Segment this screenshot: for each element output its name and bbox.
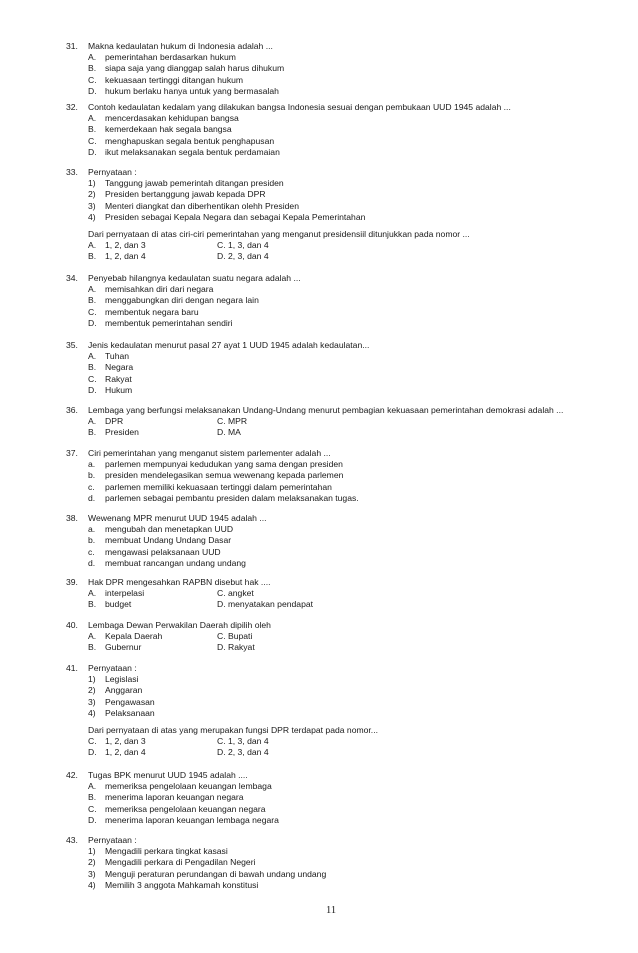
option-row: [0, 470, 638, 481]
option-row: [0, 385, 638, 396]
option-row: [0, 124, 638, 135]
option-label: B.: [88, 642, 97, 653]
statement-label: 4): [88, 879, 96, 890]
option-label: B.: [88, 599, 97, 610]
question-43: [0, 835, 638, 891]
option-text: presiden mendelegasikan semua wewenang kepada parlemen: [105, 470, 344, 481]
option-row: [0, 535, 638, 546]
statement-label: 4): [88, 211, 96, 222]
statement-text: Tanggung jawab pemerintah ditangan presiden: [105, 178, 284, 189]
statement-row: [0, 685, 638, 696]
question-stem-line: [0, 663, 638, 674]
option-label: B.: [88, 124, 97, 135]
statement-label: 1): [88, 674, 96, 685]
option-label: B.: [88, 295, 97, 306]
option-row: [0, 493, 638, 504]
option-label: C.: [88, 373, 97, 384]
statement-text: Pengawasan: [105, 696, 155, 707]
option-row: [0, 136, 638, 147]
question-33: [0, 167, 638, 263]
statement-text: Menteri diangkat dan diberhentikan olehh Presiden: [105, 200, 299, 211]
question-stem-line: [0, 405, 638, 416]
option-label: c.: [88, 546, 95, 557]
question-stem-line: [0, 770, 638, 781]
option-text-right: D. menyatakan pendapat: [217, 599, 314, 610]
option-row: [0, 781, 638, 792]
statement-row: [0, 869, 638, 880]
question-number: 33.: [66, 167, 78, 177]
option-text: budget: [105, 599, 132, 610]
option-row: [0, 804, 638, 815]
option-text: kekuasaan tertinggi ditangan hukum: [105, 74, 244, 85]
question-stem-line: [0, 448, 638, 459]
question-31: [0, 41, 638, 97]
question-stem-line: [0, 167, 638, 178]
question-number: 31.: [66, 41, 78, 51]
question-stem: Pernyataan :: [88, 663, 137, 673]
option-label: d.: [88, 557, 96, 568]
question-number: 42.: [66, 770, 78, 780]
option-text: DPR: [105, 416, 124, 427]
question-stem: Lembaga yang berfungsi melaksanakan Undang-Undang menurut pembagian kekuasaan pemerintahan demokrasi adalah ...: [88, 405, 564, 415]
option-text: memeriksa pengelolaan keuangan negara: [105, 803, 266, 814]
page-number: 11: [326, 905, 337, 916]
statement-row: [0, 201, 638, 212]
question-stem: Hak DPR mengesahkan RAPBN disebut hak ....: [88, 577, 271, 587]
option-row: [0, 588, 638, 599]
option-label: C.: [88, 803, 97, 814]
question-stem-line: [0, 41, 638, 52]
followup-line: [0, 725, 638, 736]
statement-row: [0, 189, 638, 200]
option-label: A.: [88, 113, 97, 124]
statement-text: Legislasi: [105, 674, 139, 685]
question-number: 38.: [66, 513, 78, 523]
option-row: [0, 351, 638, 362]
option-label: b.: [88, 535, 96, 546]
statement-row: [0, 178, 638, 189]
statement-text: Menguji peraturan perundangan di bawah undang undang: [105, 868, 327, 879]
question-42: [0, 770, 638, 826]
statement-label: 3): [88, 868, 96, 879]
option-row: [0, 240, 638, 251]
option-text: membuat Undang Undang Dasar: [105, 535, 232, 546]
question-stem: Pernyataan :: [88, 835, 137, 845]
option-label: A.: [88, 416, 97, 427]
question-stem-line: [0, 835, 638, 846]
question-35: [0, 340, 638, 396]
option-text: menerima laporan keuangan lembaga negara: [105, 814, 279, 825]
option-text-right: C. angket: [217, 588, 254, 599]
option-label: D.: [88, 317, 97, 328]
option-text-right: D. 2, 3, dan 4: [217, 251, 269, 262]
option-row: [0, 416, 638, 427]
question-number: 35.: [66, 340, 78, 350]
question-stem: Jenis kedaulatan menurut pasal 27 ayat 1 UUD 1945 adalah kedaulatan...: [88, 340, 370, 350]
statement-text: Pelaksanaan: [105, 707, 155, 718]
option-text: membuat rancangan undang undang: [105, 557, 246, 568]
question-stem-line: [0, 620, 638, 631]
question-stem: Pernyataan :: [88, 167, 137, 177]
option-row: [0, 362, 638, 373]
option-text: memisahkan diri dari negara: [105, 284, 214, 295]
option-row: [0, 318, 638, 329]
option-text: interpelasi: [105, 588, 145, 599]
option-row: [0, 482, 638, 493]
option-row: [0, 599, 638, 610]
option-row: [0, 284, 638, 295]
option-text-right: C. MPR: [217, 416, 248, 427]
option-label: D.: [88, 384, 97, 395]
question-stem: Tugas BPK menurut UUD 1945 adalah ....: [88, 770, 248, 780]
option-label: D.: [88, 146, 97, 157]
option-label: b.: [88, 470, 96, 481]
statement-label: 4): [88, 707, 96, 718]
statement-text: Memilih 3 anggota Mahkamah konstitusi: [105, 879, 259, 890]
question-stem-line: [0, 340, 638, 351]
statement-label: 3): [88, 200, 96, 211]
option-label: A.: [88, 588, 97, 599]
option-label: A.: [88, 240, 97, 251]
option-text: menggabungkan diri dengan negara lain: [105, 295, 259, 306]
statement-row: [0, 212, 638, 223]
option-label: D.: [88, 747, 97, 758]
question-number: 37.: [66, 448, 78, 458]
option-label: B.: [88, 251, 97, 262]
option-row: [0, 736, 638, 747]
option-row: [0, 75, 638, 86]
option-label: A.: [88, 52, 97, 63]
option-row: [0, 374, 638, 385]
option-text: membentuk negara baru: [105, 306, 199, 317]
option-row: [0, 86, 638, 97]
statement-row: [0, 708, 638, 719]
option-text: 1, 2, dan 3: [105, 240, 146, 251]
option-row: [0, 747, 638, 758]
statement-label: 1): [88, 846, 96, 857]
option-text: pemerintahan berdasarkan hukum: [105, 52, 236, 63]
option-row: [0, 251, 638, 262]
question-37: [0, 448, 638, 504]
statement-row: [0, 697, 638, 708]
question-38: [0, 513, 638, 569]
question-41: [0, 663, 638, 759]
option-label: D.: [88, 814, 97, 825]
option-text: menghapuskan segala bentuk penghapusan: [105, 135, 275, 146]
statement-text: Mengadili perkara di Pengadilan Negeri: [105, 857, 256, 868]
option-text-right: C. Bupati: [217, 631, 253, 642]
question-stem: Makna kedaulatan hukum di Indonesia adalah ...: [88, 41, 273, 51]
question-stem: Contoh kedaulatan kedalam yang dilakukan bangsa Indonesia sesuai dengan pembukaan UUD 1945 adalah ...: [88, 102, 511, 112]
option-text-right: D. Rakyat: [217, 642, 255, 653]
option-row: [0, 63, 638, 74]
statement-text: Presiden bertanggung jawab kepada DPR: [105, 189, 266, 200]
option-row: [0, 295, 638, 306]
option-text: mencerdasakan kehidupan bangsa: [105, 113, 239, 124]
question-number: 41.: [66, 663, 78, 673]
option-row: [0, 524, 638, 535]
option-label: D.: [88, 85, 97, 96]
option-text: mengawasi pelaksanaan UUD: [105, 546, 221, 557]
option-text: Gubernur: [105, 642, 142, 653]
followup-text: Dari pernyataan di atas yang merupakan fungsi DPR terdapat pada nomor...: [88, 724, 378, 735]
option-text: kemerdekaan hak segala bangsa: [105, 124, 232, 135]
option-row: [0, 113, 638, 124]
option-row: [0, 815, 638, 826]
question-number: 36.: [66, 405, 78, 415]
statement-row: [0, 880, 638, 891]
option-label: B.: [88, 792, 97, 803]
option-label: B.: [88, 63, 97, 74]
option-text: parlemen memiliki kekuasaan tertinggi dalam pemerintahan: [105, 481, 332, 492]
option-label: A.: [88, 631, 97, 642]
option-label: B.: [88, 362, 97, 373]
question-stem-line: [0, 577, 638, 588]
question-stem: Penyebab hilangnya kedaulatan suatu negara adalah ...: [88, 273, 301, 283]
option-text-right: C. 1, 3, dan 4: [217, 736, 269, 747]
option-text: 1, 2, dan 3: [105, 736, 146, 747]
question-34: [0, 273, 638, 329]
option-text: mengubah dan menetapkan UUD: [105, 524, 234, 535]
option-text: membentuk pemerintahan sendiri: [105, 317, 233, 328]
option-text: parlemen mempunyai kedudukan yang sama dengan presiden: [105, 459, 343, 470]
option-row: [0, 547, 638, 558]
option-row: [0, 52, 638, 63]
option-label: C.: [88, 306, 97, 317]
option-text: ikut melaksanakan segala bentuk perdamaian: [105, 146, 280, 157]
question-40: [0, 620, 638, 654]
option-label: a.: [88, 524, 96, 535]
option-row: [0, 427, 638, 438]
option-row: [0, 642, 638, 653]
question-stem: Wewenang MPR menurut UUD 1945 adalah ...: [88, 513, 267, 523]
statement-label: 3): [88, 696, 96, 707]
option-row: [0, 307, 638, 318]
statement-row: [0, 857, 638, 868]
option-label: C.: [88, 74, 97, 85]
option-text-right: D. 2, 3, dan 4: [217, 747, 269, 758]
question-stem-line: [0, 513, 638, 524]
option-text: Rakyat: [105, 373, 132, 384]
option-row: [0, 558, 638, 569]
option-text: Kepala Daerah: [105, 631, 163, 642]
option-label: B.: [88, 427, 97, 438]
option-label: d.: [88, 492, 96, 503]
option-text: hukum berlaku hanya untuk yang bermasalah: [105, 85, 279, 96]
question-32: [0, 102, 638, 158]
option-text-right: D. MA: [217, 427, 241, 438]
option-text: siapa saja yang dianggap salah harus dihukum: [105, 63, 285, 74]
statement-text: Presiden sebagai Kepala Negara dan sebagai Kepala Pemerintahan: [105, 211, 366, 222]
option-text: Hukum: [105, 384, 133, 395]
statement-label: 2): [88, 189, 96, 200]
option-row: [0, 631, 638, 642]
question-stem: Ciri pemerintahan yang menganut sistem parlementer adalah ...: [88, 448, 331, 458]
option-label: A.: [88, 351, 97, 362]
option-text: 1, 2, dan 4: [105, 747, 146, 758]
option-row: [0, 459, 638, 470]
option-label: a.: [88, 459, 96, 470]
statement-label: 1): [88, 178, 96, 189]
question-number: 43.: [66, 835, 78, 845]
followup-line: [0, 229, 638, 240]
option-text: Negara: [105, 362, 134, 373]
question-39: [0, 577, 638, 611]
statement-row: [0, 846, 638, 857]
statement-row: [0, 674, 638, 685]
option-text-right: C. 1, 3, dan 4: [217, 240, 269, 251]
question-stem-line: [0, 273, 638, 284]
option-text: memeriksa pengelolaan keuangan lembaga: [105, 781, 272, 792]
statement-label: 2): [88, 685, 96, 696]
question-stem: Lembaga Dewan Perwakilan Daerah dipilih oleh: [88, 620, 271, 630]
question-stem-line: [0, 102, 638, 113]
followup-text: Dari pernyataan di atas ciri-ciri pemerintahan yang menganut presidensiil ditunjukkan pada nomor ...: [88, 228, 470, 239]
option-text: 1, 2, dan 4: [105, 251, 146, 262]
question-number: 39.: [66, 577, 78, 587]
statement-text: Anggaran: [105, 685, 143, 696]
option-label: A.: [88, 284, 97, 295]
option-text: Presiden: [105, 427, 139, 438]
question-number: 32.: [66, 102, 78, 112]
option-text: menerima laporan keuangan negara: [105, 792, 244, 803]
option-label: A.: [88, 781, 97, 792]
statement-label: 2): [88, 857, 96, 868]
option-row: [0, 792, 638, 803]
question-36: [0, 405, 638, 439]
option-row: [0, 147, 638, 158]
statement-text: Mengadili perkara tingkat kasasi: [105, 846, 228, 857]
option-label: c.: [88, 481, 95, 492]
option-text: parlemen sebagai pembantu presiden dalam melaksanakan tugas.: [105, 492, 359, 503]
option-label: C.: [88, 736, 97, 747]
question-number: 40.: [66, 620, 78, 630]
option-label: C.: [88, 135, 97, 146]
question-number: 34.: [66, 273, 78, 283]
option-text: Tuhan: [105, 351, 130, 362]
